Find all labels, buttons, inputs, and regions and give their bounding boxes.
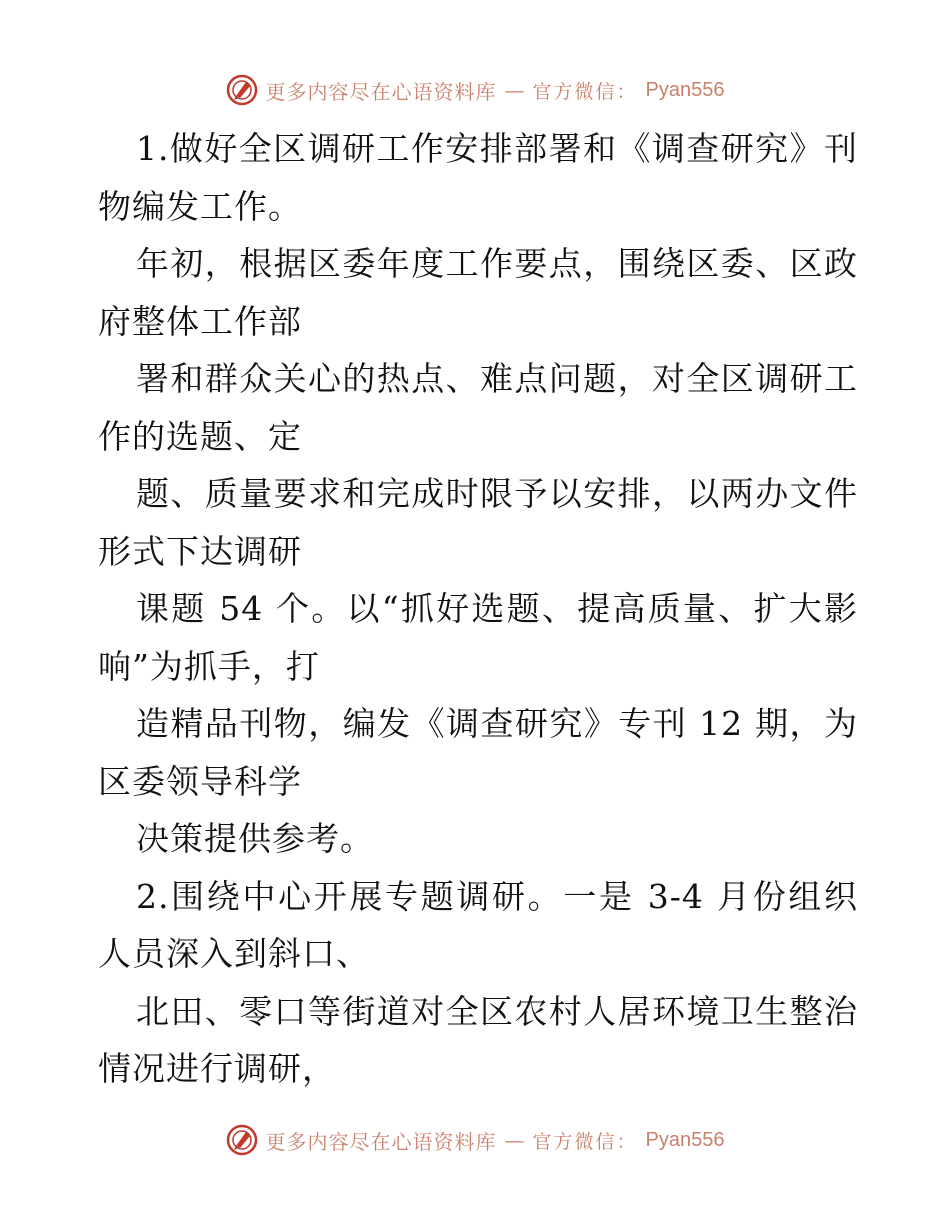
banner-contact-id: Pyan556 [645,78,725,101]
paragraph: 造精品刊物，编发《调查研究》专刊 12 期，为区委领导科学 [98,704,858,801]
paragraph: 题、质量要求和完成时限予以安排，以两办文件形式下达调研 [98,474,858,571]
header-banner [0,70,950,110]
banner-separator: — [504,78,525,102]
paragraph: 年初，根据区委年度工作要点，围绕区委、区政府整体工作部 [98,244,858,341]
paragraph: 1.做好全区调研工作安排部署和《调查研究》刊物编发工作。 [98,129,858,226]
footer-banner [0,1120,950,1160]
banner-separator: — [504,1128,525,1152]
banner-site-text: 更多内容尽在心语资料库 [265,1129,497,1154]
paragraph: 决策提供参考。 [136,819,374,858]
pen-nib-logo-icon [226,1124,258,1156]
document-body [98,120,858,1098]
banner-contact-text: 官方微信： [532,80,638,103]
banner-contact-text: 官方微信： [532,1130,638,1153]
pen-nib-logo-icon [226,74,258,106]
banner-contact-id: Pyan556 [645,1128,725,1151]
paragraph: 课题 54 个。以“抓好选题、提高质量、扩大影响”为抓手，打 [98,589,858,686]
paragraph: 北田、零口等街道对全区农村人居环境卫生整治情况进行调研， [98,991,858,1088]
paragraph: 署和群众关心的热点、难点问题，对全区调研工作的选题、定 [98,359,858,456]
banner-site-text: 更多内容尽在心语资料库 [265,79,497,104]
paragraph: 2.围绕中心开展专题调研。一是 3-4 月份组织人员深入到斜口、 [98,876,858,973]
